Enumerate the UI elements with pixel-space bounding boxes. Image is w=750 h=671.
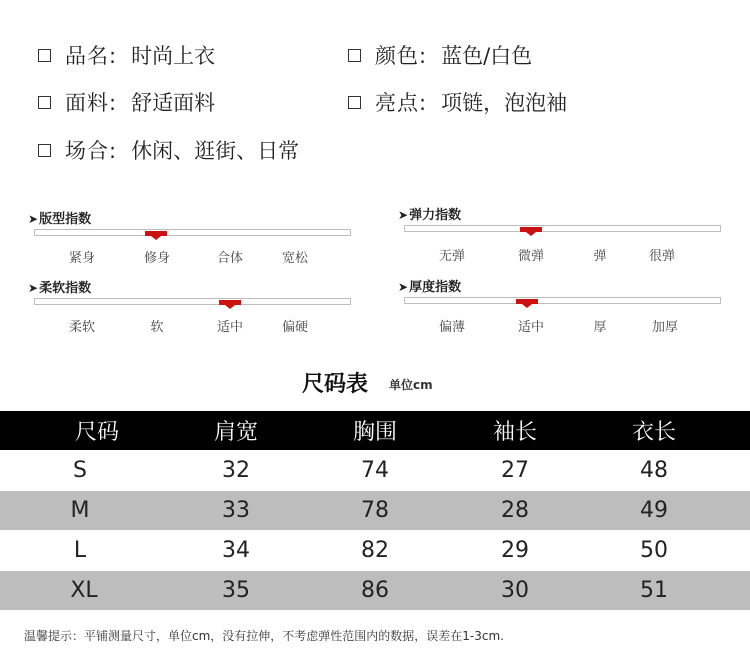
info-value: 时尚上衣 [131,44,216,68]
thickness-index-title: ➤厚度指数 [398,280,462,295]
elasticity-label: 微弹 [517,249,545,264]
info-value: 休闲、逛街、日常 [131,139,300,163]
softness-label: 适中 [216,320,244,335]
info-label: 面料: [65,91,118,115]
checkbox-icon [38,96,51,109]
size-cell: L [73,538,87,563]
size-cell: M [70,498,90,523]
checkbox-icon [38,144,51,157]
thickness-label: 偏薄 [438,320,466,335]
table-cell: 28 [501,498,529,523]
size-cell: S [73,458,87,483]
thickness-label: 加厚 [651,320,679,335]
thickness-label: 厚 [593,320,607,335]
table-cell: 48 [640,458,668,483]
info-name [38,40,215,70]
header-cell: 袖长 [492,420,538,445]
table-row [0,571,750,610]
info-label: 场合: [65,139,118,163]
size-table-title: 尺码表 [302,372,369,397]
fit-label: 合体 [216,251,244,266]
fit-label: 宽松 [281,251,309,266]
elasticity-index-marker [520,227,542,236]
elasticity-label: 无弹 [438,249,466,264]
table-cell: 30 [501,578,529,603]
table-cell: 50 [640,538,668,563]
info-value: 舒适面料 [131,91,216,115]
info-value: 项链，泡泡袖 [441,91,568,115]
table-cell: 86 [361,578,389,603]
header-cell: 胸围 [352,420,398,445]
fit-label: 修身 [143,251,171,266]
checkbox-icon [348,49,361,62]
arrow-icon: ➤ [398,208,409,222]
table-cell: 82 [361,538,389,563]
table-cell: 49 [640,498,668,523]
softness-label: 偏硬 [281,320,309,335]
elasticity-index-title: ➤弹力指数 [398,208,462,223]
info-label: 品名: [65,44,118,68]
info-highlight [348,87,567,117]
table-cell: 78 [361,498,389,523]
info-value: 蓝色/白色 [441,44,533,68]
softness-index-title: ➤柔软指数 [28,281,92,296]
arrow-icon: ➤ [28,281,39,295]
table-cell: 35 [222,578,250,603]
softness-label: 柔软 [68,320,96,335]
table-cell: 29 [501,538,529,563]
size-table-unit: 单位cm [389,378,433,392]
arrow-icon: ➤ [28,212,39,226]
fit-index-bar [34,229,351,236]
thickness-label: 适中 [517,320,545,335]
thickness-index-bar [404,297,721,304]
elasticity-label: 很弹 [648,249,676,264]
table-cell: 32 [222,458,250,483]
elasticity-index-bar [404,225,721,232]
softness-label: 软 [150,320,164,335]
size-table-header [0,411,750,450]
info-fabric [38,87,215,117]
table-row [0,491,750,530]
header-cell: 尺码 [74,420,120,445]
elasticity-label: 弹 [593,249,607,264]
table-cell: 33 [222,498,250,523]
fit-index-title: ➤版型指数 [28,212,92,227]
arrow-icon: ➤ [398,280,409,294]
header-cell: 衣长 [631,420,677,445]
table-cell: 51 [640,578,668,603]
fit-index-marker [145,231,167,240]
table-cell: 34 [222,538,250,563]
info-occasion [38,135,299,165]
table-cell: 74 [361,458,389,483]
header-cell: 肩宽 [213,420,259,445]
softness-index-bar [34,298,351,305]
checkbox-icon [38,49,51,62]
checkbox-icon [348,96,361,109]
info-label: 颜色: [375,44,428,68]
measurement-note: 温馨提示：平铺测量尺寸，单位cm，没有拉伸，不考虑弹性范围内的数据，误差在1-3cm. [24,629,504,643]
fit-label: 紧身 [68,251,96,266]
thickness-index-marker [516,299,538,308]
softness-index-marker [219,300,241,309]
info-color [348,40,532,70]
table-row [0,451,750,490]
table-row [0,531,750,570]
info-label: 亮点: [375,91,428,115]
size-cell: XL [70,578,98,603]
table-cell: 27 [501,458,529,483]
